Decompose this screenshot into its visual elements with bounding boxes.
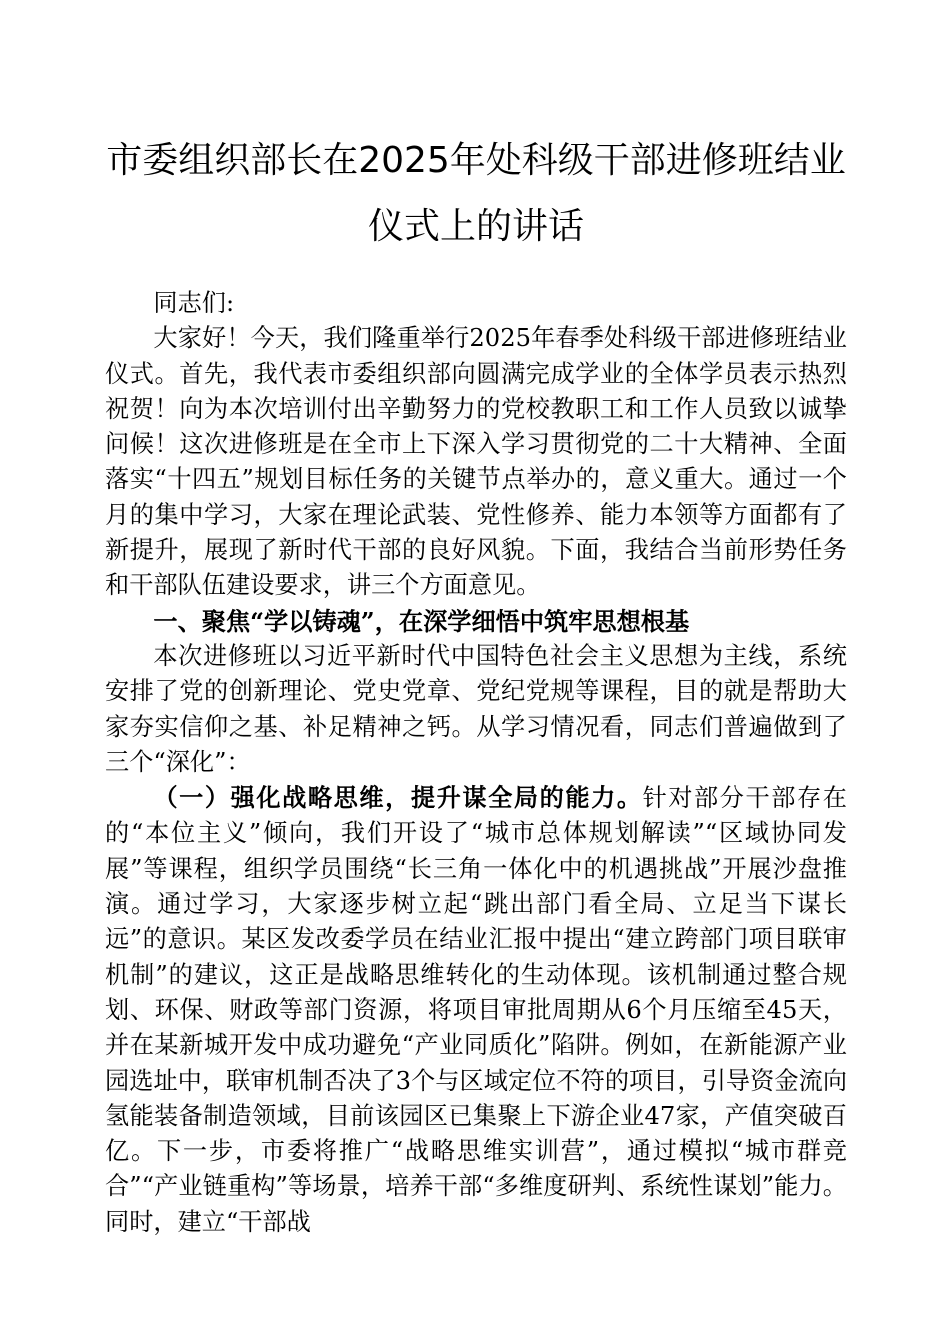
document-page (105, 128, 847, 1240)
paragraph-subsection-1 (105, 780, 847, 1240)
paragraph-opening: 大家好！今天，我们隆重举行2025年春季处科级干部进修班结业仪式。首先，我代表市委组织部向圆满完成学业的全体学员表示热烈祝贺！向为本次培训付出辛勤努力的党校教职工和工作人员致以诚挚问候！这次进修班是在全市上下深入学习贯彻党的二十大精神、全面落实“十四五”规划目标任务的关键节点举办的，意义重大。通过一个月的集中学习，大家在理论武装、党性修养、能力本领等方面都有了新提升，展现了新时代干部的良好风貌。下面，我结合当前形势任务和干部队伍建设要求，讲三个方面意见。 (105, 324, 847, 600)
section-heading-1: 一、聚焦“学以铸魂”，在深学细悟中筑牢思想根基 (153, 606, 690, 636)
paragraph-section-1-intro: 本次进修班以习近平新时代中国特色社会主义思想为主线，系统安排了党的创新理论、党史党章、党纪党规等课程，目的就是帮助大家夯实信仰之基、补足精神之钙。从学习情况看，同志们普遍做到了三个“深化”： (105, 641, 847, 776)
title-line-1: 市委组织部长在2025年处科级干部进修班结业 (106, 140, 846, 181)
salutation: 同志们: (153, 289, 235, 317)
document-body (105, 286, 847, 1240)
subsection-1-body: 针对部分干部存在的“本位主义”倾向，我们开设了“城市总体规划解读”“区域协同发展”等课程，组织学员围绕“长三角一体化中的机遇挑战”开展沙盘推演。通过学习，大家逐步树立起“跳出部门看全局、立足当下谋长远”的意识。某区发改委学员在结业汇报中提出“建立跨部门项目联审机制”的建议，这正是战略思维转化的生动体现。该机制通过整合规划、环保、财政等部门资源，将项目审批周期从6个月压缩至45天，并在某新城开发中成功避免“产业同质化”陷阱。例如，在新能源产业园选址中，联审机制否决了3个与区域定位不符的项目，引导资金流向氢能装备制造领域，目前该园区已集聚上下游企业47家，产值突破百亿。下一步，市委将推广“战略思维实训营”，通过模拟“城市群竞合”“产业链重构”等场景，培养干部“多维度研判、系统性谋划”能力。同时，建立“干部战 (105, 784, 847, 1236)
subsection-1-lead: （一）强化战略思维，提升谋全局的能力。 (153, 783, 643, 813)
document-title (105, 128, 847, 260)
title-line-2: 仪式上的讲话 (367, 206, 584, 247)
